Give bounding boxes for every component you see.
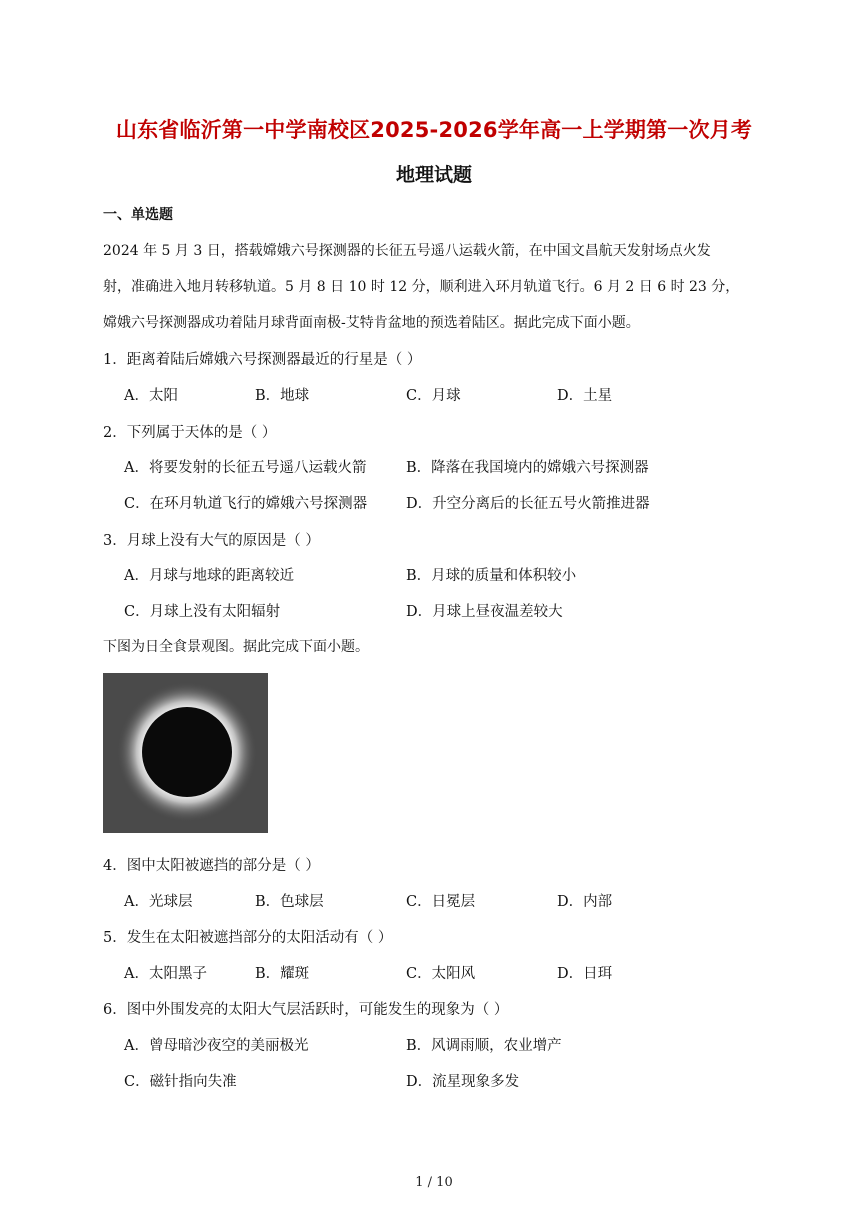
- question-2-option-b: B．降落在我国境内的嫦娥六号探测器: [406, 460, 649, 476]
- question-4-option-a: A．光球层: [124, 894, 193, 910]
- question-5-option-d: D．日珥: [557, 966, 613, 982]
- question-1-option-b: B．地球: [255, 388, 310, 404]
- question-6-option-c: C．磁针指向失准: [124, 1074, 237, 1090]
- question-3-option-c: C．月球上没有太阳辐射: [124, 604, 281, 620]
- question-2-option-c: C．在环月轨道飞行的嫦娥六号探测器: [124, 496, 368, 512]
- question-6-option-a: A．曾母暗沙夜空的美丽极光: [124, 1038, 309, 1054]
- question-2-stem: 2．下列属于天体的是（ ）: [103, 425, 277, 441]
- page-number: 1 / 10: [415, 1175, 453, 1190]
- question-4-stem: 4．图中太阳被遮挡的部分是（ ）: [103, 858, 320, 874]
- question-2-option-d: D．升空分离后的长征五号火箭推进器: [406, 496, 650, 512]
- question-5-option-b: B．耀斑: [255, 966, 310, 982]
- question-5-option-c: C．太阳风: [406, 966, 476, 982]
- document-title: 山东省临沂第一中学南校区2025-2026学年高一上学期第一次月考: [115, 118, 753, 142]
- question-3-stem: 3．月球上没有大气的原因是（ ）: [103, 533, 320, 549]
- question-5-stem: 5．发生在太阳被遮挡部分的太阳活动有（ ）: [103, 930, 393, 946]
- question-6-stem: 6．图中外围发亮的太阳大气层活跃时，可能发生的现象为（ ）: [103, 1002, 509, 1018]
- eclipse-illustration: [103, 673, 268, 833]
- question-3-option-a: A．月球与地球的距离较近: [124, 568, 294, 584]
- question-6-option-b: B．风调雨顺，农业增产: [406, 1038, 562, 1054]
- question-2-option-a: A．将要发射的长征五号遥八运载火箭: [124, 460, 367, 476]
- question-4-option-b: B．色球层: [255, 894, 324, 910]
- question-1-option-d: D．土星: [557, 388, 613, 404]
- question-3-option-b: B．月球的质量和体积较小: [406, 568, 577, 584]
- question-1-stem: 1．距离着陆后嫦娥六号探测器最近的行星是（ ）: [103, 352, 422, 368]
- question-6-option-d: D．流星现象多发: [406, 1074, 520, 1090]
- section-heading: 一、单选题: [103, 207, 173, 223]
- question-3-option-d: D．月球上昼夜温差较大: [406, 604, 563, 620]
- passage-line: 射，准确进入地月转移轨道。5 月 8 日 10 时 12 分，顺利进入环月轨道飞行。6 月 2 日 6 时 23 分，: [103, 279, 740, 295]
- passage-line: 2024 年 5 月 3 日，搭载嫦娥六号探测器的长征五号遥八运载火箭，在中国文昌航天发射场点火发: [103, 243, 711, 259]
- question-5-option-a: A．太阳黑子: [124, 966, 207, 982]
- question-4-option-c: C．日冕层: [406, 894, 476, 910]
- solar-eclipse-image: [103, 673, 268, 833]
- document-subtitle: 地理试题: [395, 164, 472, 186]
- passage-line: 嫦娥六号探测器成功着陆月球背面南极-艾特肯盆地的预选着陆区。据此完成下面小题。: [103, 315, 640, 331]
- question-1-option-a: A．太阳: [124, 388, 178, 404]
- question-1-option-c: C．月球: [406, 388, 461, 404]
- passage-2: 下图为日全食景观图。据此完成下面小题。: [103, 639, 369, 655]
- question-4-option-d: D．内部: [557, 894, 613, 910]
